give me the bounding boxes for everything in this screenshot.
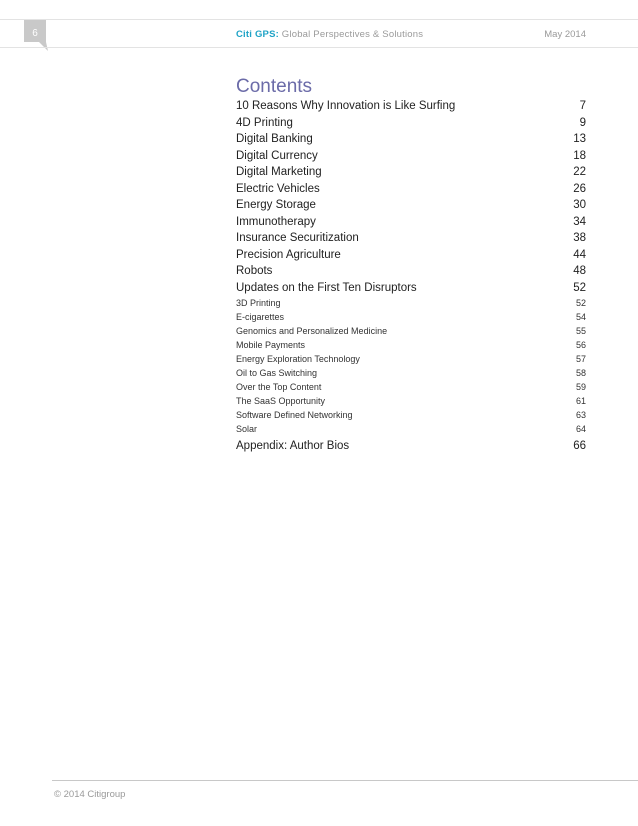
page-number-badge: [22, 20, 48, 50]
toc-entry-label: E-cigarettes: [236, 312, 285, 322]
toc-entry-page: 59: [575, 382, 586, 392]
toc-entry[interactable]: [236, 438, 586, 455]
header-top-rule: [0, 19, 638, 20]
toc-entry[interactable]: [236, 98, 586, 115]
toc-entry-label: Precision Agriculture: [236, 248, 341, 261]
toc-entry[interactable]: [236, 230, 586, 247]
toc-entry-label: Oil to Gas Switching: [236, 368, 318, 378]
header-bottom-rule: [0, 47, 638, 48]
toc-entry-label: Appendix: Author Bios: [236, 440, 350, 452]
toc-entry[interactable]: [236, 422, 586, 436]
toc-entry-label: Energy Exploration Technology: [236, 354, 360, 364]
toc-entry[interactable]: [236, 296, 586, 310]
toc-entry-label: Software Defined Networking: [236, 410, 353, 420]
toc-entry[interactable]: [236, 338, 586, 352]
toc-entry-label: Digital Currency: [236, 149, 318, 162]
toc-entry-page: 66: [573, 440, 586, 452]
toc-entry-label: Mobile Payments: [236, 340, 306, 350]
toc-entry[interactable]: [236, 181, 586, 198]
toc-entry[interactable]: [236, 214, 586, 231]
header-date: May 2014: [544, 29, 586, 40]
toc-entry[interactable]: [236, 380, 586, 394]
toc-entry-page: 61: [575, 396, 586, 406]
toc-entry-label: Robots: [236, 265, 273, 277]
toc-entry-page: 26: [573, 182, 586, 195]
toc-entry-label: Over the Top Content: [236, 382, 322, 392]
toc-entry[interactable]: [236, 280, 586, 297]
toc-entry-page: 30: [573, 199, 586, 211]
toc-entry[interactable]: [236, 263, 586, 280]
toc-entry-label: 4D Printing: [236, 116, 293, 129]
toc-entry[interactable]: [236, 197, 586, 214]
toc-entry-page: 56: [575, 340, 586, 350]
toc-list: [236, 98, 586, 455]
toc-entry[interactable]: [236, 115, 586, 132]
footer-copyright: © 2014 Citigroup: [54, 789, 126, 800]
toc-entry-page: 52: [573, 281, 586, 294]
toc-entry-page: 18: [573, 149, 586, 162]
toc-entry-page: 13: [573, 133, 586, 145]
toc-entry-label: Digital Banking: [236, 133, 313, 145]
toc-entry-page: 38: [573, 232, 586, 244]
header-brand: Citi GPS:: [236, 29, 279, 40]
toc-entry[interactable]: [236, 394, 586, 408]
toc-entry-page: 55: [575, 326, 586, 336]
toc-entry-label: 10 Reasons Why Innovation is Like Surfing: [236, 100, 456, 112]
header-subtitle: Global Perspectives & Solutions: [278, 29, 424, 40]
toc-entry-page: 34: [573, 215, 586, 228]
toc-entry[interactable]: [236, 164, 586, 181]
toc-entry-page: 22: [573, 166, 586, 178]
toc-entry-label: 3D Printing: [236, 298, 281, 308]
toc-entry-page: 44: [573, 248, 586, 261]
toc-entry[interactable]: [236, 247, 586, 264]
toc-entry-label: Solar: [236, 424, 258, 434]
toc-entry-label: Genomics and Personalized Medicine: [236, 326, 388, 336]
toc-entry[interactable]: [236, 408, 586, 422]
toc-entry[interactable]: [236, 310, 586, 324]
toc-entry-page: 57: [575, 354, 586, 364]
page-number: 6: [32, 28, 38, 39]
toc-entry-label: The SaaS Opportunity: [236, 396, 326, 406]
toc-entry-page: 7: [579, 100, 586, 112]
toc-entry[interactable]: [236, 131, 586, 148]
toc-entry-page: 58: [575, 368, 586, 378]
toc-entry-page: 54: [575, 312, 586, 322]
toc-entry-page: 52: [575, 298, 586, 308]
contents-heading: Contents: [236, 76, 313, 97]
toc-entry-label: Energy Storage: [236, 199, 316, 211]
toc-entry-label: Immunotherapy: [236, 215, 316, 228]
toc-entry-page: 63: [575, 410, 586, 420]
toc-entry-label: Digital Marketing: [236, 166, 322, 178]
toc-entry-page: 64: [575, 424, 586, 434]
toc-entry[interactable]: [236, 324, 586, 338]
toc-entry[interactable]: [236, 366, 586, 380]
header-title: [236, 29, 423, 40]
toc-entry-label: Electric Vehicles: [236, 182, 320, 195]
footer-rule: [52, 780, 638, 781]
toc-entry-label: Insurance Securitization: [236, 232, 359, 244]
toc-entry-label: Updates on the First Ten Disruptors: [236, 281, 417, 294]
toc-entry-page: 48: [573, 265, 586, 277]
toc-entry[interactable]: [236, 148, 586, 165]
table-of-contents: [236, 76, 586, 455]
toc-entry[interactable]: [236, 352, 586, 366]
toc-entry-page: 9: [579, 116, 586, 129]
